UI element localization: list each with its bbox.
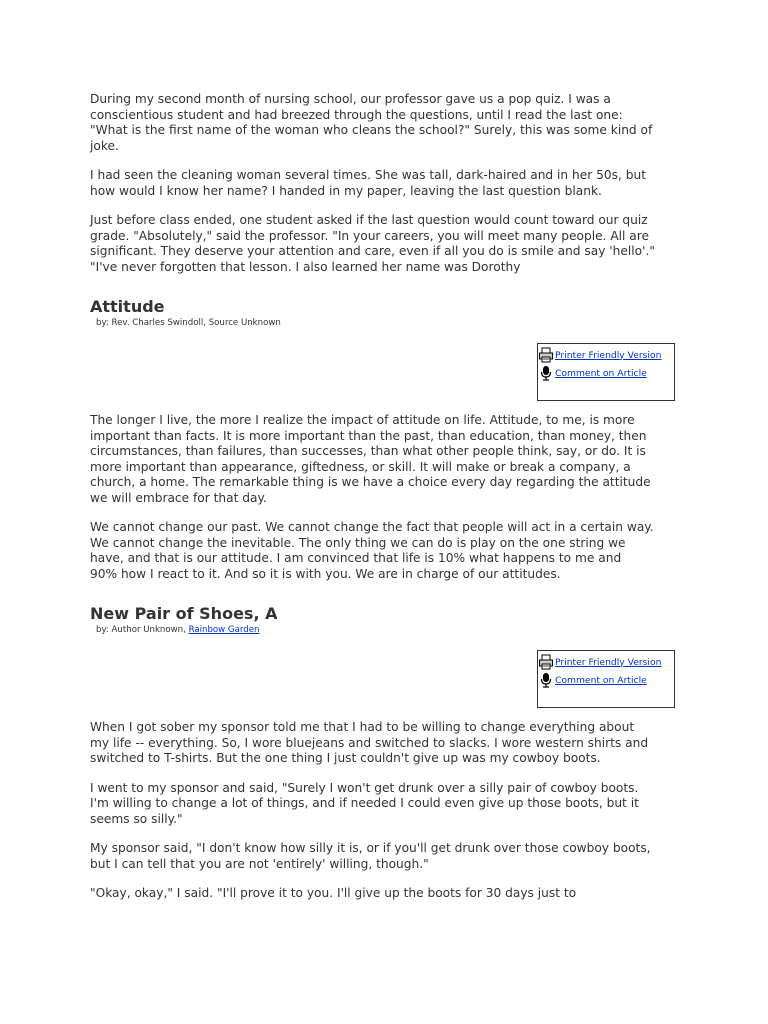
article-tools-box <box>537 650 675 708</box>
printer-friendly-row[interactable] <box>538 653 674 671</box>
article-content <box>90 92 680 916</box>
article-paragraph-2: I went to my sponsor and said, "Surely I won't get drunk over a silly pair of cowboy boots. I'm willing to change a lot of things, and if needed I could even give up those boots, but it seems so silly." <box>90 780 639 826</box>
printer-icon <box>538 347 554 363</box>
article-paragraph-4: "Okay, okay," I said. "I'll prove it to you. I'll give up the boots for 30 days just to <box>90 886 577 900</box>
intro-paragraph-1: During my second month of nursing school, our professor gave us a pop quiz. I was a conscientious student and had breezed through the questions, until I read the last one: "What is the first name of the woman who cleans the school?" Surely, this was some kind of joke. <box>90 92 653 153</box>
printer-friendly-link[interactable]: Printer Friendly Version <box>555 349 662 361</box>
comment-row[interactable] <box>538 671 674 689</box>
intro-story <box>90 92 680 275</box>
author-name: Rev. Charles Swindoll, Source Unknown <box>111 318 281 328</box>
printer-icon <box>538 654 554 670</box>
article-title: New Pair of Shoes, A <box>90 604 278 623</box>
comment-row[interactable] <box>538 364 674 382</box>
article-byline: by: Rev. Charles Swindoll, Source Unknown <box>96 318 281 328</box>
article-title: Attitude <box>90 297 165 316</box>
microphone-icon <box>538 365 554 381</box>
printer-friendly-row[interactable] <box>538 346 674 364</box>
comment-link[interactable]: Comment on Article <box>555 367 647 379</box>
article-byline: by: Author Unknown, Rainbow Garden <box>96 625 260 635</box>
microphone-icon <box>538 672 554 688</box>
article-tools-box <box>537 343 675 401</box>
printer-friendly-link[interactable]: Printer Friendly Version <box>555 656 662 668</box>
article-new-pair-of-shoes <box>90 604 680 902</box>
author-name: Author Unknown, <box>111 625 186 635</box>
article-paragraph-3: My sponsor said, "I don't know how silly it is, or if you'll get drunk over those cowboy boots, but I can tell that you are not 'entirely' willing, though." <box>90 841 651 871</box>
article-attitude <box>90 297 680 582</box>
comment-link[interactable]: Comment on Article <box>555 674 647 686</box>
article-paragraph-1: When I got sober my sponsor told me that I had to be willing to change everything about my life -- everything. So, I wore bluejeans and switched to slacks. I wore western shirts and switched to T-shirts. But the one thing I just couldn't give up was my cowboy boots. <box>90 720 649 765</box>
intro-paragraph-2: I had seen the cleaning woman several times. She was tall, dark-haired and in her 50s, but how would I know her name? I handed in my paper, leaving the last question blank. <box>90 168 646 198</box>
intro-paragraph-3: Just before class ended, one student asked if the last question would count toward our quiz grade. "Absolutely," said the professor. "In your careers, you will meet many people. All are significant. They deserve your attention and care, even if all you do is smile and say 'hello'." "I've never forgotten that lesson. I also learned her name was Dorothy <box>90 213 655 274</box>
article-paragraph-1: The longer I live, the more I realize the impact of attitude on life. Attitude, to me, is more important than facts. It is more important than the past, than education, than money, then circumstances, than failures, than successes, than what other people think, say, or do. It is more important than appearance, giftedness, or skill. It will make or break a company, a church, a home. The remarkable thing is we have a choice every day regarding the attitude we will embrace for that day. <box>90 413 651 505</box>
article-paragraph-2: We cannot change our past. We cannot change the fact that people will act in a certain way. We cannot change the inevitable. The only thing we can do is play on the one string we have, and that is our attitude. I am convinced that life is 10% what happens to me and 90% how I react to it. And so it is with you. We are in charge of our attitudes. <box>90 520 654 581</box>
source-link[interactable]: Rainbow Garden <box>188 625 260 635</box>
